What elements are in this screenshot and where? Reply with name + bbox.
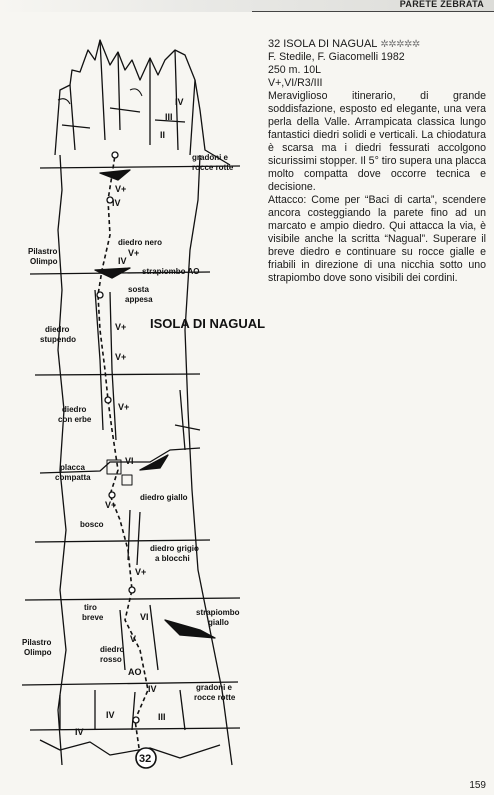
label-strapiombo-ao: strapiombo AO bbox=[142, 267, 200, 276]
label-diedro-con-erbe-1: diedro bbox=[62, 405, 87, 414]
label-diedro-con-erbe-2: con erbe bbox=[58, 415, 92, 424]
label-pilastro-bottom-2: Olimpo bbox=[24, 648, 52, 657]
page-number: 159 bbox=[469, 780, 486, 791]
label-pilastro-top-1: Pilastro bbox=[28, 247, 58, 256]
grade-vplus-7: V+ bbox=[135, 567, 147, 577]
label-diedro-rosso-1: diedro bbox=[100, 645, 125, 654]
topo-title: ISOLA DI NAGUAL bbox=[150, 316, 266, 331]
label-tiro-breve-2: breve bbox=[82, 613, 104, 622]
rating-stars-icon: ✲✲✲✲✲ bbox=[380, 39, 420, 50]
label-gradoni-bottom-1: gradoni e bbox=[196, 683, 233, 692]
grade-v: V bbox=[130, 634, 137, 644]
label-strapiombo-giallo-1: strapiombo bbox=[196, 608, 240, 617]
label-placca-compatta-1: placca bbox=[60, 463, 85, 472]
grade-top-ii: II bbox=[160, 130, 166, 140]
label-bosco: bosco bbox=[80, 520, 104, 529]
grade-ao: AO bbox=[128, 667, 142, 677]
section-title: PARETE ZEBRATA bbox=[399, 0, 484, 9]
grade-iii: III bbox=[158, 712, 166, 722]
label-diedro-giallo: diedro giallo bbox=[140, 493, 188, 502]
grade-iv-1: IV bbox=[112, 198, 121, 208]
grade-iv-4: IV bbox=[106, 710, 115, 720]
label-sosta-appesa-2: appesa bbox=[125, 295, 153, 304]
route-description bbox=[268, 38, 486, 285]
grade-vi-1: VI bbox=[125, 456, 134, 466]
grade-vplus-5: V+ bbox=[118, 402, 130, 412]
label-diedro-grigio-1: diedro grigio bbox=[150, 544, 199, 553]
grade-top-iv: IV bbox=[175, 97, 184, 107]
label-diedro-grigio-2: a blocchi bbox=[155, 554, 190, 563]
route-grade: V+,VI/R3/III bbox=[268, 77, 323, 89]
topo-route-number: 32 bbox=[139, 753, 152, 765]
grade-iv-3: IV bbox=[148, 684, 157, 694]
label-gradoni-top-2: rocce rotte bbox=[192, 163, 234, 172]
label-gradoni-bottom-2: rocce rotte bbox=[194, 693, 236, 702]
label-strapiombo-giallo-2: giallo bbox=[208, 618, 229, 627]
label-diedro-rosso-2: rosso bbox=[100, 655, 122, 664]
route-approach: Attacco: Come per “Baci di carta”, scendere ancora costeggiando la parete fino ad un marcato e ampio diedro. Qui attacca la via, è visibile anche la scritta “Nagual”. Superare il breve diedro e continuare su rocce gialle e friabili in direzione di una nicchia sotto uno strapiombo dove sono visibili dei cordini. bbox=[268, 194, 486, 284]
grade-top-iii: III bbox=[165, 112, 173, 122]
label-pilastro-bottom-1: Pilastro bbox=[22, 638, 52, 647]
route-topo-drawing bbox=[0, 30, 268, 775]
route-authors: F. Stedile, F. Giacomelli 1982 bbox=[268, 51, 405, 63]
route-name: ISOLA DI NAGUAL bbox=[283, 38, 378, 50]
grade-iv-2: IV bbox=[118, 256, 127, 266]
grade-iv-5: IV bbox=[75, 727, 84, 737]
grade-vplus-4: V+ bbox=[115, 352, 127, 362]
grade-vplus-3: V+ bbox=[115, 322, 127, 332]
grade-vplus-1: V+ bbox=[115, 184, 127, 194]
label-tiro-breve-1: tiro bbox=[84, 603, 97, 612]
label-gradoni-top-1: gradoni e bbox=[192, 153, 229, 162]
header-rule bbox=[252, 11, 494, 12]
label-diedro-stupendo-2: stupendo bbox=[40, 335, 76, 344]
topo-svg bbox=[0, 30, 268, 775]
label-diedro-stupendo-1: diedro bbox=[45, 325, 70, 334]
route-number: 32 bbox=[268, 38, 281, 50]
label-sosta-appesa-1: sosta bbox=[128, 285, 149, 294]
grade-vplus-2: V+ bbox=[128, 248, 140, 258]
route-stats: 250 m. 10L bbox=[268, 64, 322, 76]
grade-vplus-6: V+ bbox=[105, 500, 117, 510]
grade-vi-2: VI bbox=[140, 612, 149, 622]
label-placca-compatta-2: compatta bbox=[55, 473, 91, 482]
route-title-row bbox=[268, 38, 486, 51]
route-desc: Meraviglioso itinerario, di grande soddisfazione, esposto ed elegante, una vera perla della Valle. Arrampicata classica lungo fantastici diedri solidi e verticali. La chiodatura è scarsa ma i diedri fessurati accolgono sicurissimi stopper. Il 5° tiro supera una placca molto compatta dove occorre tecnica e decisione. bbox=[268, 90, 486, 193]
label-pilastro-top-2: Olimpo bbox=[30, 257, 58, 266]
label-diedro-nero: diedro nero bbox=[118, 238, 163, 247]
